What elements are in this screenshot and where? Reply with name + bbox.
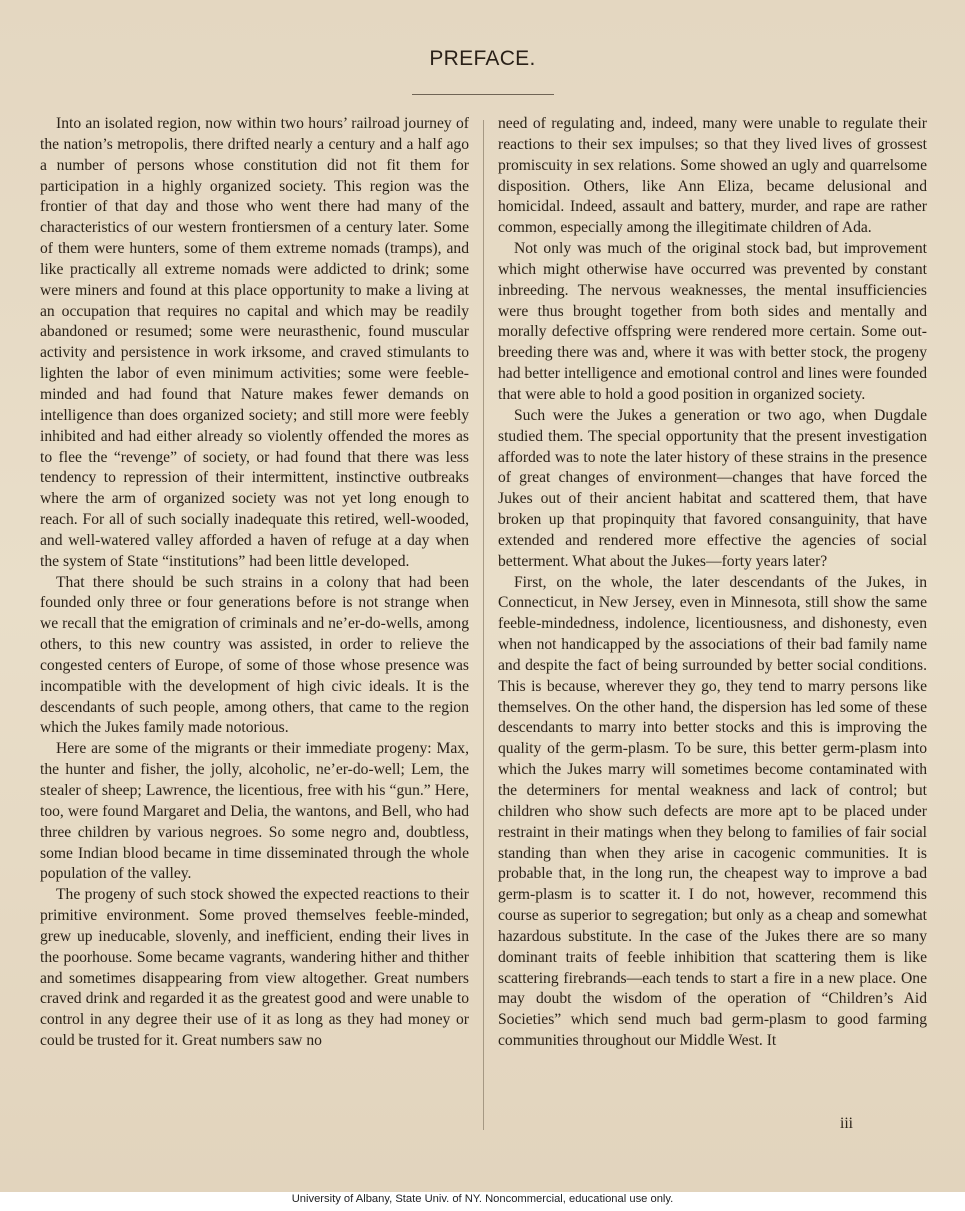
paragraph-4: The progeny of such stock showed the expected reactions to their primitive environment. Some proved themselves feeble-minded, grew up ineducable, slovenly, and inefficient, ending their lives in the poorhouse. Some became vagrants, wandering hither and thither and sometimes disappearing from view altogether. Great numbers craved drink and regarded it as the greatest good and were unable to control in any degree their use of it as long as they had money or could be trusted for it. Great numbers saw no xyxy=(40,886,469,1050)
paragraph-5: need of regulating and, indeed, many were unable to regulate their reactions to their sex impulses; so that they lived lives of grossest promiscuity in sex relations. Some showed an ugly and quarrelsome disposition. Others, like Ann Eliza, became delusional and homicidal. Indeed, assault and battery, murder, and rape are rather common, especially among the illegitimate children of Ada. xyxy=(498,115,927,237)
right-column xyxy=(498,114,927,1052)
column-divider xyxy=(483,120,484,1130)
page-number: iii xyxy=(840,1115,853,1132)
paragraph-8: First, on the whole, the later descendants of the Jukes, in Connecticut, in New Jersey, even in Minnesota, still show the same feeble-mindedness, indolence, licentiousness, and dishonesty, even when not handicapped by the associations of their bad family name and despite the fact of being surrounded by better social conditions. This is because, wherever they go, they tend to marry persons like themselves. On the other hand, the dispersion has led some of these descendants to marry into better stocks and this is improving the quality of the germ-plasm. To be sure, this better germ-plasm into which the Jukes marry will sometimes become contaminated with the determiners for mental weakness and lack of control; but children who show such defects are more apt to be placed under restraint in their matings when they belong to families of fair social standing than when they arise in cacogenic communities. It is probable that, in the long run, the cheapest way to improve a bad germ-plasm is to scatter it. I do not, however, recommend this course as superior to segregation; but only as a cheap and somewhat hazardous substitute. In the case of the Jukes there are so many dominant traits of feeble inhibition that scattering them is like scattering firebrands—each tends to start a fire in a new place. One may doubt the wisdom of the operation of “Children’s Aid Societies” which send much bad germ-plasm to good farming communities throughout our Middle West. It xyxy=(498,573,927,1050)
usage-footer: University of Albany, State Univ. of NY. Noncommercial, educational use only. xyxy=(0,1193,965,1205)
page-title: PREFACE. xyxy=(429,47,536,70)
paragraph-2: That there should be such strains in a colony that had been founded only three or four generations before is not strange when we recall that the emigration of criminals and ne’er-do-wells, among others, to this new country was assisted, in order to relieve the congested centers of Europe, of some of those whose presence was incompatible with the development of high civic ideals. It is the descendants of such people, among others, that came to the region which the Jukes family made notorious. xyxy=(40,573,469,737)
paragraph-3: Here are some of the migrants or their immediate progeny: Max, the hunter and fisher, the jolly, alcoholic, ne’er-do-well; Lem, the stealer of sheep; Lawrence, the licentious, free with his “gun.” Here, too, were found Margaret and Delia, the wantons, and Bell, who had three children by various negroes. So some negro and, doubtless, some Indian blood became in time disseminated through the whole population of the valley. xyxy=(40,740,469,883)
title-rule xyxy=(412,94,554,95)
paragraph-7: Such were the Jukes a generation or two ago, when Dugdale studied them. The special opportunity that the present investigation afforded was to note the later history of these strains in the presence of great changes of environment—changes that have forced the Jukes out of their ancient habitat and scattered them, that have broken up that propinquity that favored consanguinity, that have extended and rendered more effective the agencies of social betterment. What about the Jukes—forty years later? xyxy=(498,406,927,570)
paragraph-1: Into an isolated region, now within two hours’ railroad journey of the nation’s metropolis, there drifted nearly a century and a half ago a number of persons whose constitution did not fit them for participation in a highly organized society. This region was the frontier of that day and those who went there had many of the characteristics of our western frontiersmen of a century later. Some of them were hunters, some of them extreme nomads (tramps), and like practically all extreme nomads were addicted to drink; some were miners and found at this place opportunity to make a living at an occupation that requires no capital and which may be readily abandoned or resumed; some were neurasthenic, found muscular activity and persistence in work irksome, and craved stimulants to lighten the labor of even minimum activities; some were feeble-minded and had found that Nature makes fewer demands on intelligence than does organized society; and still more were feebly inhibited and had either already so violently offended the mores as to flee the “revenge” of society, or had found that there was less tendency to repression of their intermittent, instinctive outbreaks where the arm of organized society was not yet long enough to reach. For all of such socially inadequate this retired, well-wooded, and well-watered valley afforded a haven of refuge at a day when the system of State “institutions” had been little developed. xyxy=(40,115,469,570)
left-column xyxy=(40,114,469,1052)
paragraph-6: Not only was much of the original stock bad, but improvement which might otherwise have occurred was prevented by constant inbreeding. The nervous weaknesses, the mental insufficiencies were thus brought together from both sides and mentally and morally defective offspring were rendered more certain. Some outbreeding there was and, where it was with better stock, the progeny had better intelligence and emotional control and lines were founded that were able to hold a good position in organized society. xyxy=(498,240,927,403)
